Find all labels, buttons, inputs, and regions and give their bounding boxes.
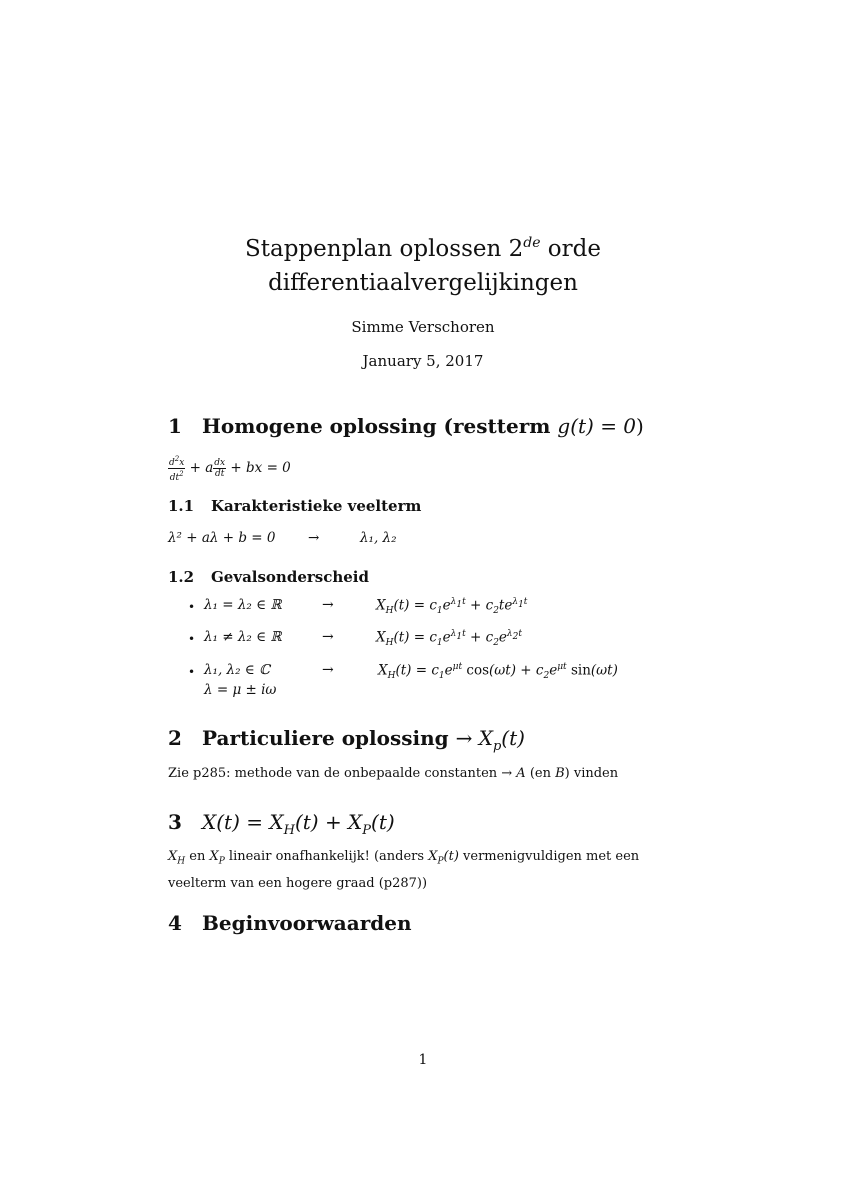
case-3-result: $X_H(t) = c_1e^{\mu t}$ $\cos(\omega t) + c_2e^{\mu t}$ sin(ωt): [378, 662, 618, 682]
section-2-text: [168, 763, 618, 785]
section-title-end: ): [636, 414, 644, 438]
ode-tail: + bx = 0: [230, 460, 291, 476]
case-1-condition: λ₁ = λ₂ ∈ ℝ: [204, 597, 282, 613]
page-number: 1: [418, 1052, 428, 1068]
second-derivative-fraction: $\frac{d^2x}{dt^2}$: [169, 455, 185, 483]
title-line1: Stappenplan oplossen 2: [245, 236, 524, 262]
section-title: Beginvoorwaarden: [202, 911, 412, 935]
title-line2: differentiaalvergelijkingen: [268, 270, 578, 296]
case-1-result: $X_H(t) = c_1e^{\lambda_1t} + c_2te^{\lambda_1t}$: [376, 597, 528, 617]
section-3-text-a: lineair onafhankelijk! (anders: [224, 849, 429, 864]
document-title: [0, 232, 846, 300]
section-title-end: (t): [501, 726, 525, 750]
section-2-var-b: B: [555, 766, 565, 781]
characteristic-polynomial: λ² + aλ + b = 0: [168, 530, 276, 546]
section-3-text: $X_H$ en $X_P$ lineair onafhankelijk! (anders $X_P(t)$ vermenigvuldigen met een veelterm van een hogere graad (p287)): [168, 849, 640, 891]
date: January 5, 2017: [362, 352, 484, 370]
subsection-number: 1.2: [168, 568, 195, 586]
first-derivative-fraction: $\frac{dx}{dt}$: [214, 458, 226, 479]
subsection-number: 1.1: [168, 497, 195, 515]
case-3-condition: λ₁, λ₂ ∈ ℂ: [204, 662, 270, 678]
title-superscript: de: [523, 235, 541, 251]
case-3-condition-2: λ = μ ± iω: [204, 682, 277, 698]
section-title-math: g(t) = 0: [557, 414, 637, 438]
case-3-arrow: →: [322, 662, 334, 678]
ode-equation: $\frac{d^2x}{dt^2}$ + a $\frac{dx}{dt}$ + bx = 0: [169, 455, 291, 483]
subsection-title: Gevalsonderscheid: [211, 568, 369, 586]
section-2-text-a: Zie p285: methode van de onbepaalde constanten →: [168, 766, 517, 781]
section-title-math: $X(t) = X_H(t) + X_P(t)$: [202, 810, 395, 838]
case-2-condition: λ₁ ≠ λ₂ ∈ ℝ: [204, 629, 282, 645]
subsection-title: Karakteristieke veelterm: [211, 497, 422, 515]
title-line1-tail: orde: [540, 236, 601, 262]
char-arrow: →: [308, 530, 320, 546]
case-1-arrow: →: [322, 597, 334, 613]
section-3-heading: [168, 809, 395, 844]
section-2-text-b: (en: [525, 766, 556, 781]
subsection-1-1-heading: [168, 497, 421, 515]
subsection-1-2-heading: [168, 568, 369, 586]
bullet-icon: •: [188, 632, 196, 646]
section-3-text-line2: veelterm van een hogere graad (p287)): [168, 875, 428, 891]
section-2-heading: [168, 725, 525, 760]
section-4-heading: [168, 910, 412, 936]
case-2-arrow: →: [322, 629, 334, 645]
bullet-icon: •: [188, 665, 196, 679]
section-title-math: → X: [455, 726, 493, 750]
bullet-icon: •: [188, 600, 196, 614]
author: Simme Verschoren: [351, 318, 495, 336]
section-number: 1: [168, 414, 182, 438]
section-1-heading: [168, 413, 644, 439]
section-number: 3: [168, 810, 182, 834]
section-title: Homogene oplossing (restterm: [202, 414, 558, 438]
section-number: 2: [168, 726, 182, 750]
section-2-text-c: ) vinden: [564, 766, 619, 781]
section-number: 4: [168, 911, 182, 935]
section-title: Particuliere oplossing: [202, 726, 456, 750]
section-title-sub: p: [492, 739, 502, 754]
case-2-result: $X_H(t) = c_1e^{\lambda_1t} + c_2e^{\lambda_2t}$: [376, 629, 522, 649]
char-roots: λ₁, λ₂: [360, 530, 397, 546]
section-3-text-b: vermenigvuldigen met een: [458, 849, 640, 864]
section-2-var-a: A: [516, 766, 526, 781]
